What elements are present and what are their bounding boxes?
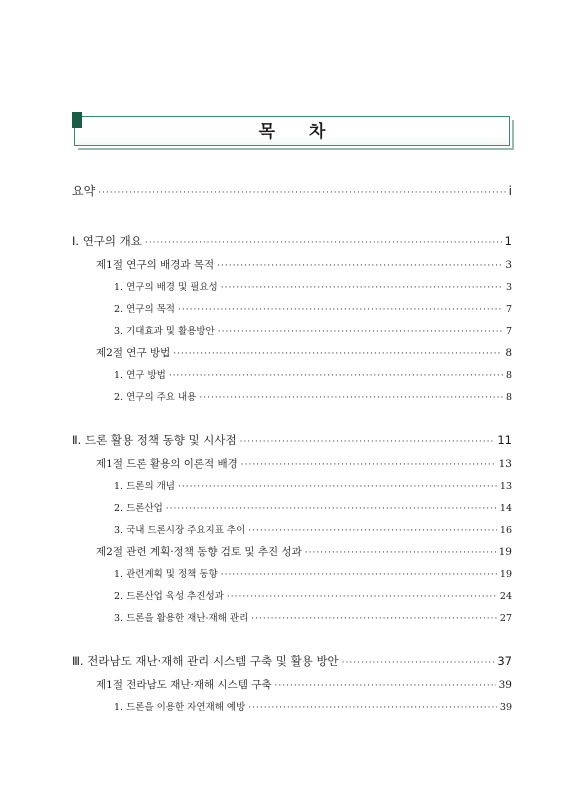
toc-item-label: 2. 연구의 주요 내용: [114, 392, 197, 403]
toc-item-page: 24: [499, 591, 512, 602]
toc-chapter-label: Ⅰ. 연구의 개요: [72, 234, 142, 248]
toc-item-label: 2. 드론산업 육성 추진성과: [114, 591, 224, 602]
toc-chapter-label: Ⅲ. 전라남도 재난·재해 관리 시스템 구축 및 활용 방안: [72, 654, 339, 668]
toc-item-label: 1. 드론의 개념: [114, 481, 175, 492]
toc-item-page: 19: [499, 569, 512, 580]
toc-summary-label: 요약: [72, 184, 96, 198]
dot-leader: [241, 460, 496, 470]
toc-section-label: 제1절 드론 활용의 이론적 배경: [96, 458, 238, 470]
toc-chapter-page: 11: [497, 433, 512, 447]
toc-section-page: 19: [498, 546, 512, 558]
toc-item[interactable]: [114, 478, 512, 492]
toc-item[interactable]: [114, 500, 512, 514]
toc-item-page: 3: [505, 282, 512, 293]
dot-leader: [221, 570, 497, 580]
dot-leader: [342, 658, 495, 668]
toc-summary[interactable]: [72, 182, 512, 199]
dot-leader: [218, 327, 503, 337]
toc-section[interactable]: [96, 677, 512, 692]
toc-item-page: 27: [499, 613, 512, 624]
dot-leader: [145, 238, 502, 248]
toc-item-label: 1. 드론을 이용한 자연재해 예방: [114, 702, 246, 713]
toc-section-label: 제1절 전라남도 재난·재해 시스템 구축: [96, 679, 272, 691]
toc-chapter-page: 37: [497, 654, 512, 668]
toc-chapter[interactable]: [72, 653, 512, 669]
toc-section[interactable]: [96, 345, 512, 360]
toc-section-page: 8: [505, 347, 512, 359]
toc-item-label: 3. 드론을 활용한 재난·재해 관리: [114, 613, 249, 624]
dot-leader: [248, 526, 497, 536]
toc-section[interactable]: [96, 544, 512, 559]
page-title: 목 차: [258, 122, 340, 142]
toc-item[interactable]: [114, 566, 512, 580]
toc-item[interactable]: [114, 301, 512, 315]
dot-leader: [227, 592, 497, 602]
toc-item-label: 2. 드론산업: [114, 503, 163, 514]
toc-item[interactable]: [114, 699, 512, 713]
toc-item-page: 16: [499, 525, 512, 536]
toc-item-label: 3. 국내 드론시장 주요지표 추이: [114, 525, 246, 536]
dot-leader: [221, 283, 503, 293]
toc-chapter[interactable]: [72, 432, 512, 448]
toc-item-label: 3. 기대효과 및 활용방안: [114, 326, 215, 337]
toc-section[interactable]: [96, 456, 512, 471]
toc-item-page: 14: [499, 503, 512, 514]
dot-leader: [248, 703, 497, 713]
toc-item-page: 8: [505, 370, 512, 381]
dot-leader: [166, 504, 497, 514]
dot-leader: [169, 371, 503, 381]
toc-chapter-page: 1: [504, 234, 512, 248]
toc-item[interactable]: [114, 279, 512, 293]
toc-section[interactable]: [96, 257, 512, 272]
toc-item-label: 1. 연구 방법: [114, 370, 166, 381]
toc-summary-page: i: [508, 184, 512, 198]
toc-title-box: [74, 116, 510, 146]
toc-section-page: 13: [498, 458, 512, 470]
toc-item[interactable]: [114, 367, 512, 381]
dot-leader: [178, 482, 497, 492]
toc-item[interactable]: [114, 389, 512, 403]
toc-chapter[interactable]: [72, 233, 512, 249]
toc-item-page: 7: [505, 326, 512, 337]
toc-item-page: 7: [505, 304, 512, 315]
toc-section-page: 39: [498, 679, 512, 691]
toc-item-page: 8: [505, 392, 512, 403]
dot-leader: [240, 437, 495, 447]
toc-item[interactable]: [114, 588, 512, 602]
dot-leader: [217, 261, 502, 271]
toc-item[interactable]: [114, 522, 512, 536]
toc-item-page: 39: [499, 702, 512, 713]
toc-section-label: 제2절 관련 계획·정책 동향 검토 및 추진 성과: [96, 546, 302, 558]
title-tab-marker: [72, 112, 82, 128]
dot-leader: [173, 349, 502, 359]
toc-item[interactable]: [114, 610, 512, 624]
dot-leader: [178, 305, 503, 315]
toc-section-label: 제2절 연구 방법: [96, 347, 171, 359]
toc-item-label: 1. 관련계획 및 정책 동향: [114, 569, 218, 580]
toc-item[interactable]: [114, 323, 512, 337]
dot-leader: [98, 188, 505, 198]
toc-section-label: 제1절 연구의 배경과 목적: [96, 259, 215, 271]
toc-item-label: 1. 연구의 배경 및 필요성: [114, 282, 218, 293]
toc-item-page: 13: [499, 481, 512, 492]
dot-leader: [275, 681, 496, 691]
toc-section-page: 3: [505, 259, 512, 271]
dot-leader: [305, 548, 496, 558]
toc-item-label: 2. 연구의 목적: [114, 304, 175, 315]
toc-chapter-label: Ⅱ. 드론 활용 정책 동향 및 시사점: [72, 433, 237, 447]
dot-leader: [199, 393, 503, 403]
dot-leader: [251, 614, 497, 624]
